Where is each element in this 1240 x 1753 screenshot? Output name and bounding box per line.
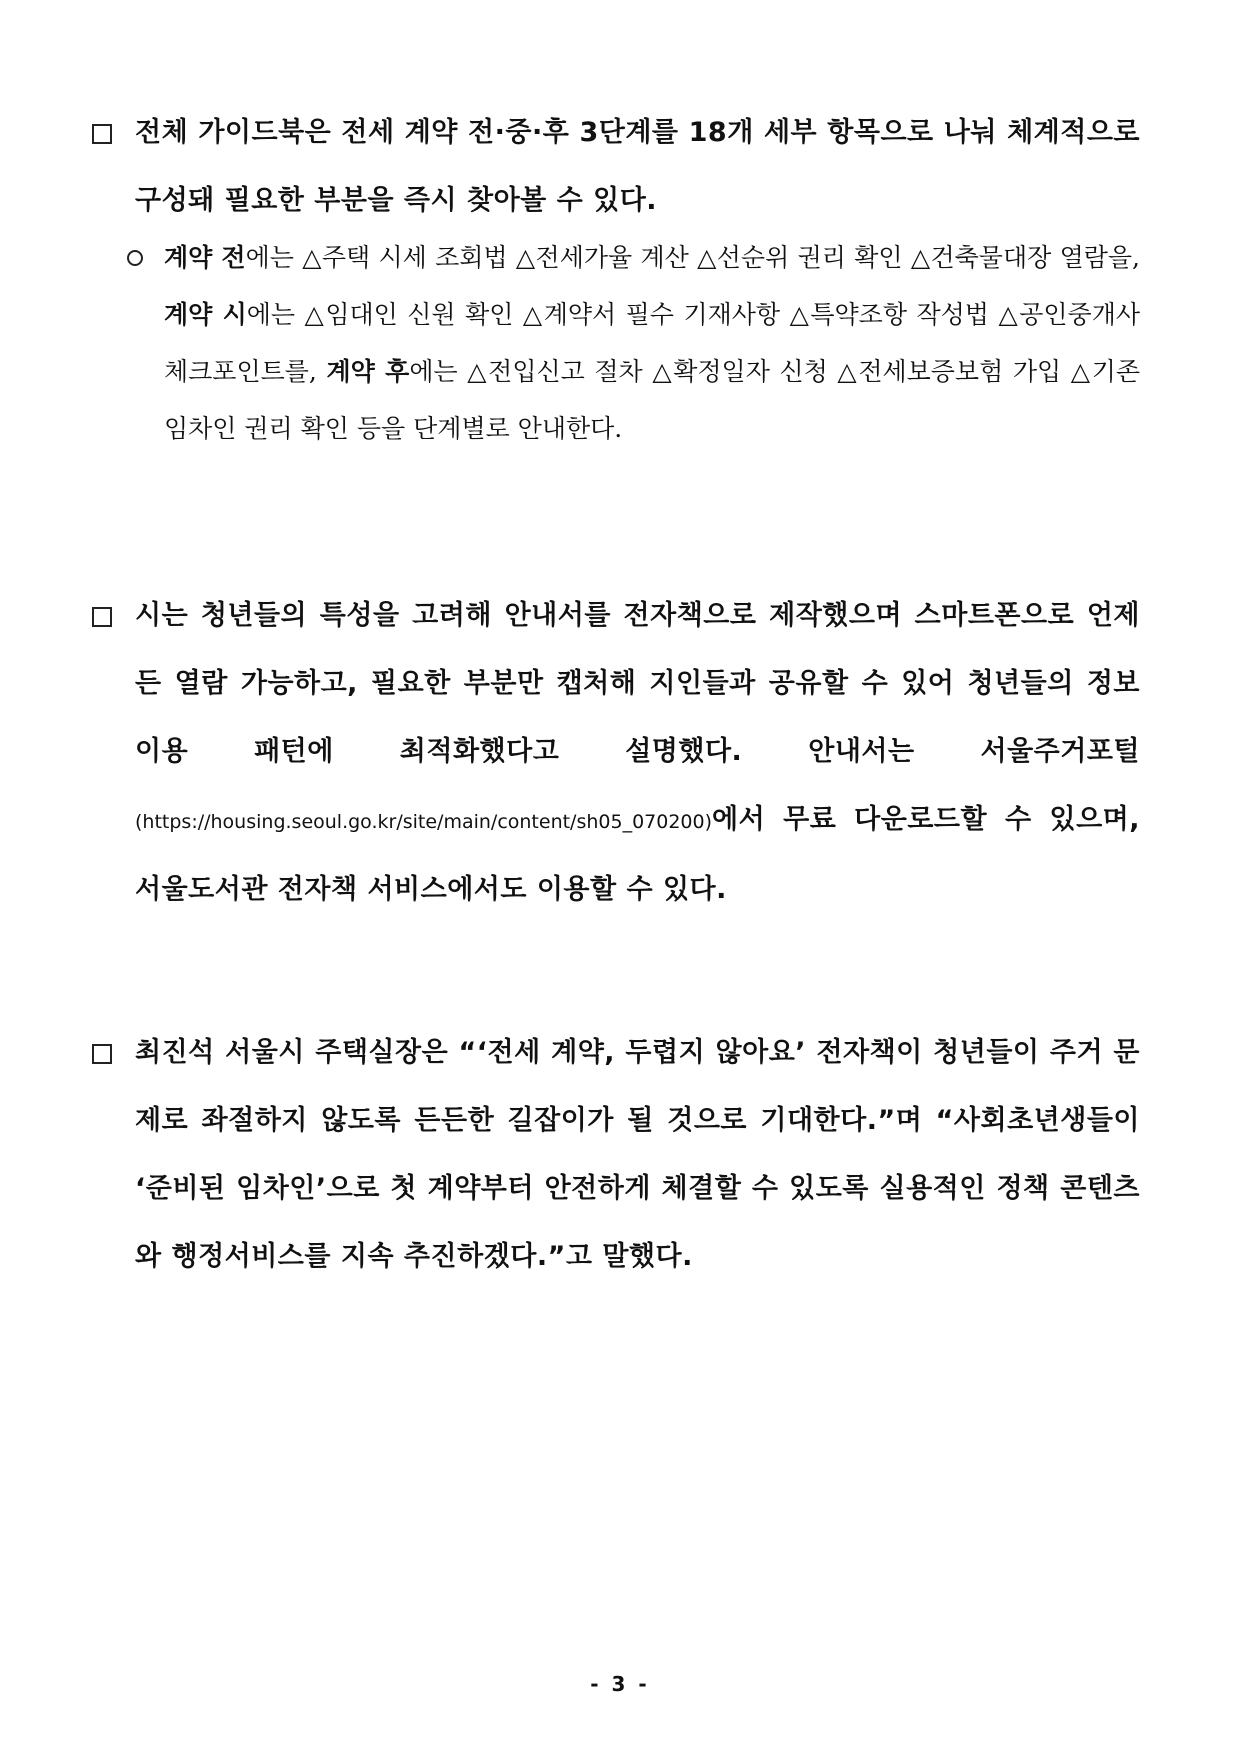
stage-after-label: 계약 후 [326, 357, 410, 386]
paragraph-guidebook-structure: 전체 가이드북은 전세 계약 전·중·후 3단계를 18개 세부 항목으로 나눠 체계적으로 구성돼 필요한 부분을 즉시 찾아볼 수 있다. [135, 117, 1140, 216]
checkbox-bullet-icon [92, 607, 112, 627]
checkbox-bullet-icon [92, 124, 112, 144]
stage-after-text: 에는 △전입신고 절차 △확정일자 신청 △전세보증보험 가입 △기존 임차인 권리 확인 등을 단계별로 안내한다. [164, 357, 1140, 443]
paragraph2-text-after-url: 에서 무료 다운로드할 수 있으며, 서울도서관 전자책 서비스에서도 이용할 수 있다. [135, 804, 1140, 905]
checkbox-bullet-icon [92, 1044, 112, 1064]
paragraph2-text-before-url: 시는 청년들의 특성을 고려해 안내서를 전자책으로 제작했으며 스마트폰으로 언제든 열람 가능하고, 필요한 부분만 캡처해 지인들과 공유할 수 있어 청년들의 정보 이용 패턴에 최적화했다고 설명했다. 안내서는 서울주거포털 [135, 600, 1140, 767]
stage-during-text: 에는 △임대인 신원 확인 △계약서 필수 기재사항 △특약조항 작성법 △공인중개사 체크포인트를, [164, 300, 1140, 386]
paragraph-official-quote: 최진석 서울시 주택실장은 “‘전세 계약, 두렵지 않아요’ 전자책이 청년들이 주거 문제로 좌절하지 않도록 든든한 길잡이가 될 것으로 기대한다.”며 “사회초년생들이 ‘준비된 임차인’으로 첫 계약부터 안전하게 체결할 수 있도록 실용적인 정책 콘텐츠와 행정서비스를 지속 추진하겠다.”고 말했다. [135, 1037, 1140, 1272]
housing-portal-url: (https://housing.seoul.go.kr/site/main/content/sh05_070200) [135, 811, 713, 833]
paragraph-ebook-distribution [135, 582, 1140, 924]
stage-before-text: 에는 △주택 시세 조회법 △전세가율 계산 △선순위 권리 확인 △건축물대장 열람을, [245, 243, 1140, 272]
stage-before-label: 계약 전 [164, 243, 246, 272]
stage-during-label: 계약 시 [164, 300, 247, 329]
circle-bullet-icon [127, 250, 143, 266]
sub-paragraph-stage-details [164, 229, 1140, 457]
page-number: - 3 - [590, 1672, 650, 1696]
